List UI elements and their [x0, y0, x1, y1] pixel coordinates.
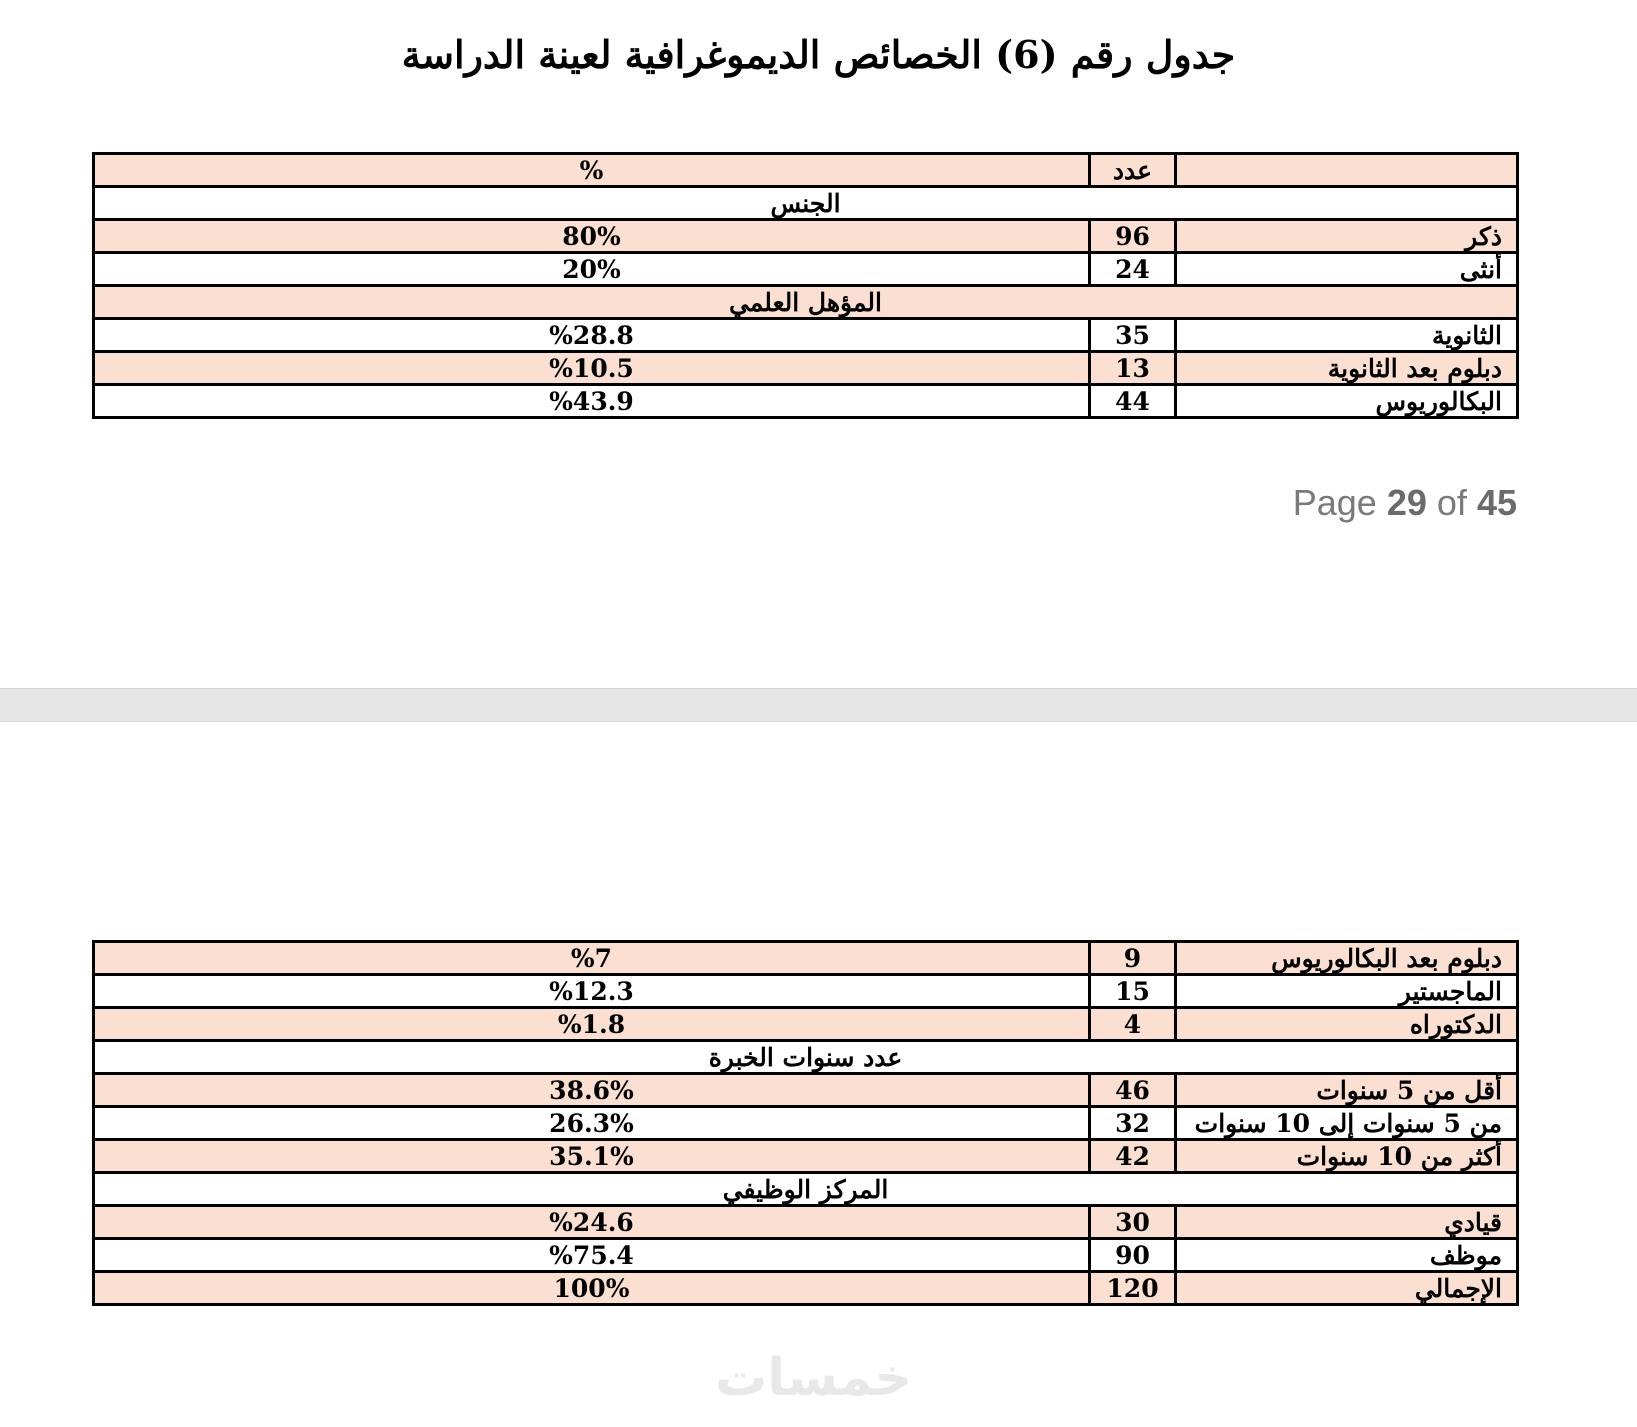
row-count: 4	[1090, 1008, 1176, 1041]
row-count: 13	[1090, 352, 1176, 385]
row-percent: %10.5	[94, 352, 1090, 385]
demographics-table-part-1	[92, 152, 1519, 419]
total-count: 120	[1090, 1272, 1176, 1305]
row-count: 30	[1090, 1206, 1176, 1239]
row-count: 24	[1090, 253, 1176, 286]
header-label-cell	[1176, 154, 1518, 187]
row-label: أنثى	[1176, 253, 1518, 286]
table-row	[94, 1140, 1518, 1173]
row-percent: %28.8	[94, 319, 1090, 352]
table-row	[94, 1107, 1518, 1140]
section-row-experience	[94, 1041, 1518, 1074]
page-current: 29	[1386, 482, 1427, 523]
section-row-position	[94, 1173, 1518, 1206]
row-label: ذكر	[1176, 220, 1518, 253]
page-prefix: Page	[1292, 482, 1377, 523]
header-percent-cell: %	[94, 154, 1090, 187]
row-label: من 5 سنوات إلى 10 سنوات	[1176, 1107, 1518, 1140]
row-percent: %7	[94, 942, 1090, 975]
row-label: الثانوية	[1176, 319, 1518, 352]
row-percent: %1.8	[94, 1008, 1090, 1041]
row-percent: %75.4	[94, 1239, 1090, 1272]
table-row	[94, 942, 1518, 975]
row-percent: %12.3	[94, 975, 1090, 1008]
row-count: 42	[1090, 1140, 1176, 1173]
table-row	[94, 253, 1518, 286]
row-count: 46	[1090, 1074, 1176, 1107]
row-percent: 35.1%	[94, 1140, 1090, 1173]
row-label: قيادي	[1176, 1206, 1518, 1239]
row-count: 32	[1090, 1107, 1176, 1140]
row-label: أكثر من 10 سنوات	[1176, 1140, 1518, 1173]
page-of: of	[1436, 482, 1467, 523]
row-label: الماجستير	[1176, 975, 1518, 1008]
row-label: دبلوم بعد البكالوريوس	[1176, 942, 1518, 975]
section-title: المؤهل العلمي	[94, 286, 1518, 319]
header-count-cell: عدد	[1090, 154, 1176, 187]
total-label: الإجمالي	[1176, 1272, 1518, 1305]
row-label: الدكتوراه	[1176, 1008, 1518, 1041]
watermark-logo: خمسات	[715, 1348, 913, 1408]
table-row	[94, 220, 1518, 253]
table-row	[94, 975, 1518, 1008]
document-page-29	[0, 0, 1637, 688]
row-percent: %24.6	[94, 1206, 1090, 1239]
row-label: دبلوم بعد الثانوية	[1176, 352, 1518, 385]
page-total: 45	[1476, 482, 1517, 523]
table-row	[94, 352, 1518, 385]
total-row	[94, 1272, 1518, 1305]
table-row	[94, 1008, 1518, 1041]
row-label: موظف	[1176, 1239, 1518, 1272]
table-row	[94, 1074, 1518, 1107]
demographics-table-part-2	[92, 940, 1519, 1306]
row-percent: 80%	[94, 220, 1090, 253]
table-row	[94, 1206, 1518, 1239]
section-title: المركز الوظيفي	[94, 1173, 1518, 1206]
row-count: 35	[1090, 319, 1176, 352]
row-count: 15	[1090, 975, 1176, 1008]
row-count: 9	[1090, 942, 1176, 975]
page-separator	[0, 688, 1637, 722]
table-row	[94, 1239, 1518, 1272]
row-label: البكالوريوس	[1176, 385, 1518, 418]
table-row	[94, 385, 1518, 418]
row-count: 44	[1090, 385, 1176, 418]
table-header-row	[94, 154, 1518, 187]
row-percent: 20%	[94, 253, 1090, 286]
section-title: الجنس	[94, 187, 1518, 220]
table-title: جدول رقم (6) الخصائص الديموغرافية لعينة الدراسة	[401, 32, 1236, 77]
row-percent: %43.9	[94, 385, 1090, 418]
page-indicator	[1293, 482, 1517, 524]
table-row	[94, 319, 1518, 352]
section-row-qualification	[94, 286, 1518, 319]
row-count: 90	[1090, 1239, 1176, 1272]
row-count: 96	[1090, 220, 1176, 253]
row-percent: 38.6%	[94, 1074, 1090, 1107]
section-title: عدد سنوات الخبرة	[94, 1041, 1518, 1074]
section-row-gender	[94, 187, 1518, 220]
row-label: أقل من 5 سنوات	[1176, 1074, 1518, 1107]
total-percent: 100%	[94, 1272, 1090, 1305]
row-percent: 26.3%	[94, 1107, 1090, 1140]
